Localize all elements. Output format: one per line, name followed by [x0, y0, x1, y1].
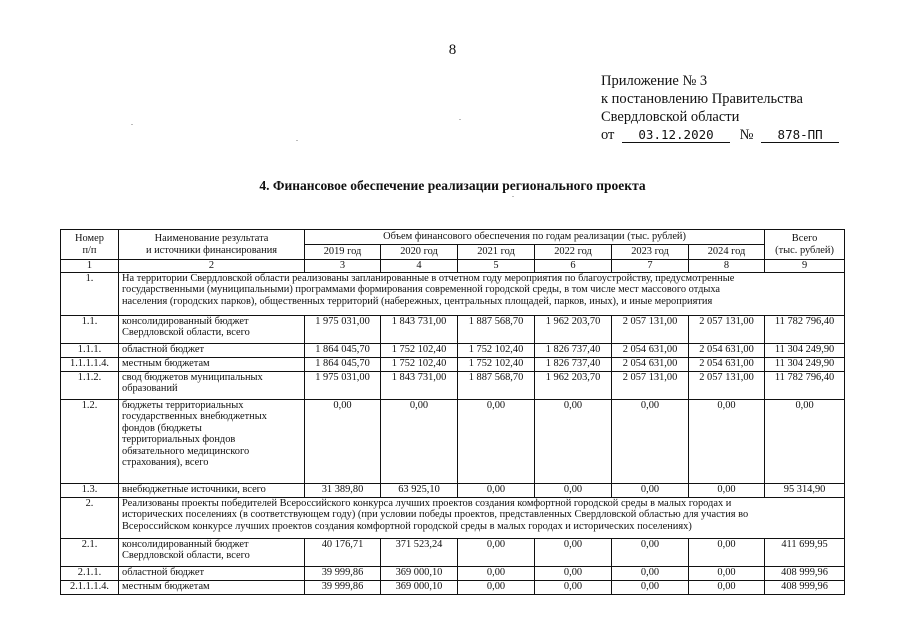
value-cell: 1 843 731,00 [381, 372, 458, 400]
table-row [61, 344, 845, 358]
total-cell: 95 314,90 [765, 484, 845, 498]
value-cell: 1 864 045,70 [305, 358, 381, 372]
table-body [61, 273, 845, 595]
appendix-line-2: к постановлению Правительства [601, 91, 803, 107]
appendix-block [601, 72, 839, 144]
header-name-line: Наименование результата [154, 233, 269, 245]
value-cell: 1 864 045,70 [305, 344, 381, 358]
row-name [119, 539, 305, 567]
col-number: 4 [381, 260, 458, 273]
value-cell: 39 999,86 [305, 567, 381, 581]
value-cell: 2 057 131,00 [689, 316, 765, 344]
value-cell: 2 057 131,00 [689, 372, 765, 400]
value-cell: 0,00 [458, 484, 535, 498]
header-year: 2022 год [535, 245, 612, 260]
value-cell: 2 057 131,00 [612, 372, 689, 400]
value-cell: 1 843 731,00 [381, 316, 458, 344]
table-row [61, 484, 845, 498]
table-header [61, 230, 845, 273]
value-cell: 1 887 568,70 [458, 372, 535, 400]
value-cell: 0,00 [689, 539, 765, 567]
value-cell: 0,00 [458, 581, 535, 595]
value-cell: 0,00 [612, 581, 689, 595]
value-cell: 1 752 102,40 [381, 344, 458, 358]
total-cell: 411 699,95 [765, 539, 845, 567]
row-num: 2.1. [61, 539, 119, 567]
row-name-line: государственных внебюджетных [122, 411, 267, 423]
total-cell: 11 782 796,40 [765, 316, 845, 344]
value-cell: 2 054 631,00 [689, 358, 765, 372]
scan-speck [459, 119, 461, 120]
value-cell: 0,00 [612, 567, 689, 581]
header-total-line: Всего [791, 233, 818, 245]
total-cell: 0,00 [765, 400, 845, 484]
row-num: 1.1.1.1.4. [61, 358, 119, 372]
row-name-line: территориальных фондов [122, 434, 236, 446]
value-cell: 0,00 [612, 400, 689, 484]
value-cell: 0,00 [458, 567, 535, 581]
row-name-line: областной бюджет [122, 344, 205, 355]
scan-speck [296, 140, 298, 141]
col-number: 3 [305, 260, 381, 273]
row-name [119, 581, 305, 595]
table-row [61, 400, 845, 484]
section-text-line: Реализованы проекты победителей Всероссийского конкурса лучших проектов создания комфортной городской среды в малых городах и [122, 498, 732, 509]
row-name-line: образований [122, 383, 178, 395]
table-row [61, 358, 845, 372]
row-name [119, 372, 305, 400]
header-year: 2019 год [305, 245, 381, 260]
row-name [119, 400, 305, 484]
value-cell: 0,00 [381, 400, 458, 484]
value-cell: 0,00 [458, 400, 535, 484]
total-cell: 11 304 249,90 [765, 344, 845, 358]
value-cell: 371 523,24 [381, 539, 458, 567]
value-cell: 1 975 031,00 [305, 372, 381, 400]
header-name-line: и источники финансирования [145, 244, 278, 256]
row-name [119, 316, 305, 344]
table-row [61, 567, 845, 581]
row-name [119, 484, 305, 498]
row-name-line: обязательного медицинского [122, 445, 250, 457]
row-name-line: страхования), всего [122, 457, 209, 469]
value-cell: 0,00 [305, 400, 381, 484]
appendix-line-1: Приложение № 3 [601, 73, 708, 89]
value-cell: 369 000,10 [381, 581, 458, 595]
value-cell: 40 176,71 [305, 539, 381, 567]
financing-table [60, 229, 845, 595]
value-cell: 31 389,80 [305, 484, 381, 498]
header-year: 2021 год [458, 245, 535, 260]
value-cell: 0,00 [689, 484, 765, 498]
section-text-line: Всероссийском конкурсе лучших проектов создания комфортной городской среды в малых городах и исторических поселениях) [122, 520, 692, 532]
value-cell: 1 962 203,70 [535, 372, 612, 400]
header-name [119, 230, 305, 260]
section-text-line: исторических поселениях (в соответствующем году) (при условии победы проектов, представленных Свердловской областью для участия во [122, 509, 749, 521]
resolution-date: 03.12.2020 [622, 127, 730, 143]
header-total [765, 230, 845, 260]
value-cell: 2 054 631,00 [612, 358, 689, 372]
row-num: 1.1.2. [61, 372, 119, 400]
section-title: 4. Финансовое обеспечение реализации регионального проекта [259, 178, 646, 193]
row-num: 2.1.1.1.4. [61, 581, 119, 595]
total-cell: 11 782 796,40 [765, 372, 845, 400]
value-cell: 1 752 102,40 [458, 344, 535, 358]
row-num: 1. [61, 273, 119, 316]
table-row [61, 372, 845, 400]
from-label: от [601, 127, 615, 143]
row-num: 2. [61, 498, 119, 539]
value-cell: 0,00 [689, 567, 765, 581]
col-number: 9 [765, 260, 845, 273]
row-num: 2.1.1. [61, 567, 119, 581]
row-num: 1.1. [61, 316, 119, 344]
value-cell: 0,00 [535, 484, 612, 498]
value-cell: 0,00 [612, 484, 689, 498]
header-num-line: Номер [75, 233, 104, 245]
value-cell: 1 826 737,40 [535, 358, 612, 372]
section-text-line: населения (городских парков), общественных территорий (набережных, центральных площадей, парков, иных), и иные мероприятия [122, 295, 713, 307]
row-name-line: внебюджетные источники, всего [122, 484, 266, 495]
table-row [61, 498, 845, 539]
header-volume: Объем финансового обеспечения по годам реализации (тыс. рублей) [305, 230, 765, 245]
row-name-line: местным бюджетам [122, 358, 210, 369]
value-cell: 1 887 568,70 [458, 316, 535, 344]
row-num: 1.3. [61, 484, 119, 498]
value-cell: 0,00 [535, 539, 612, 567]
total-cell: 11 304 249,90 [765, 358, 845, 372]
value-cell: 1 826 737,40 [535, 344, 612, 358]
table-row [61, 581, 845, 595]
col-number: 5 [458, 260, 535, 273]
col-number: 1 [61, 260, 119, 273]
row-name [119, 567, 305, 581]
value-cell: 0,00 [689, 400, 765, 484]
table-row [61, 539, 845, 567]
col-number: 2 [119, 260, 305, 273]
row-name-line: Свердловской области, всего [122, 327, 250, 339]
row-section-text [119, 498, 845, 539]
col-number: 6 [535, 260, 612, 273]
number-label: № [739, 127, 754, 143]
value-cell: 369 000,10 [381, 567, 458, 581]
row-num: 1.1.1. [61, 344, 119, 358]
value-cell: 1 962 203,70 [535, 316, 612, 344]
header-year: 2024 год [689, 245, 765, 260]
table-row [61, 316, 845, 344]
row-name-line: свод бюджетов муниципальных [122, 372, 263, 383]
page-number: 8 [448, 42, 457, 58]
value-cell: 0,00 [535, 581, 612, 595]
col-number: 7 [612, 260, 689, 273]
row-name-line: фондов (бюджеты [122, 422, 202, 434]
row-name-line: Свердловской области, всего [122, 550, 250, 562]
value-cell: 2 054 631,00 [689, 344, 765, 358]
section-text-line: государственными (муниципальными) программами формирования современной городской среды, в том числе мест массового отдыха [122, 284, 721, 296]
scan-speck [512, 196, 514, 197]
value-cell: 1 752 102,40 [458, 358, 535, 372]
row-num: 1.2. [61, 400, 119, 484]
row-name-line: консолидированный бюджет [122, 539, 249, 550]
value-cell: 0,00 [458, 539, 535, 567]
resolution-number: 878-ПП [761, 127, 839, 143]
row-name-line: консолидированный бюджет [122, 316, 249, 327]
header-year: 2020 год [381, 245, 458, 260]
total-cell: 408 999,96 [765, 567, 845, 581]
header-num [61, 230, 119, 260]
value-cell: 1 752 102,40 [381, 358, 458, 372]
value-cell: 0,00 [535, 400, 612, 484]
value-cell: 2 057 131,00 [612, 316, 689, 344]
value-cell: 63 925,10 [381, 484, 458, 498]
row-name-line: местным бюджетам [122, 581, 210, 592]
row-section-text [119, 273, 845, 316]
row-name-line: бюджеты территориальных [122, 400, 244, 411]
section-text-line: На территории Свердловской области реализованы запланированные в отчетном году мероприятия по благоустройству, предусмотренные [122, 273, 735, 284]
header-total-line: (тыс. рублей) [775, 244, 834, 256]
value-cell: 0,00 [535, 567, 612, 581]
row-name [119, 358, 305, 372]
row-name-line: областной бюджет [122, 567, 205, 578]
appendix-line-3: Свердловской области [601, 109, 740, 125]
table-row [61, 273, 845, 316]
scan-speck [131, 124, 133, 125]
value-cell: 2 054 631,00 [612, 344, 689, 358]
total-cell: 408 999,96 [765, 581, 845, 595]
value-cell: 39 999,86 [305, 581, 381, 595]
value-cell: 1 975 031,00 [305, 316, 381, 344]
col-number: 8 [689, 260, 765, 273]
header-num-line: п/п [82, 244, 97, 256]
value-cell: 0,00 [689, 581, 765, 595]
value-cell: 0,00 [612, 539, 689, 567]
row-name [119, 344, 305, 358]
header-year: 2023 год [612, 245, 689, 260]
appendix-date-line [601, 126, 839, 144]
